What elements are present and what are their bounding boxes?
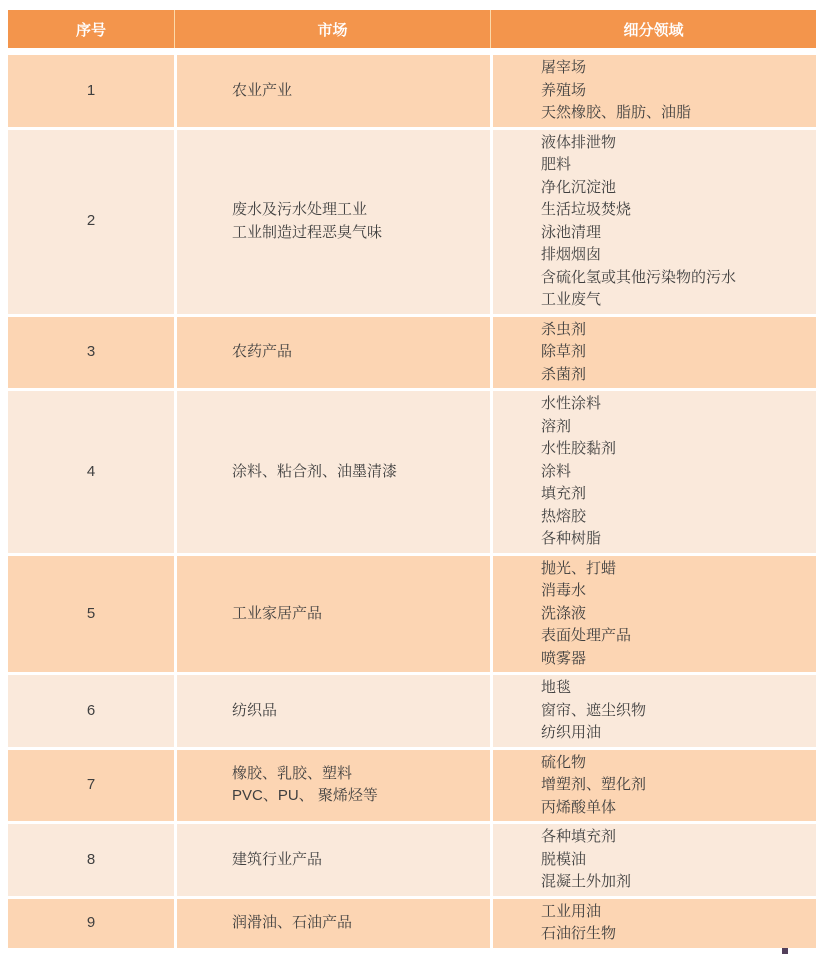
market-line: 涂料、粘合剂、油墨清漆 xyxy=(232,462,398,480)
header-cell-segment: 细分领域 xyxy=(490,10,816,48)
table-row xyxy=(8,55,816,127)
segment-line: 丙烯酸单体 xyxy=(541,798,617,816)
segment-line: 石油衍生物 xyxy=(541,925,617,942)
segment-line: 排烟烟囱 xyxy=(541,246,602,263)
market-line: 农药产品 xyxy=(232,343,293,360)
segment-line: 喷雾器 xyxy=(541,649,587,667)
market-cell xyxy=(177,750,490,822)
row-index-cell: 1 xyxy=(8,55,174,127)
table-row xyxy=(8,750,816,822)
row-index-cell: 6 xyxy=(8,675,174,747)
segment-line: 除草剂 xyxy=(541,343,587,360)
segment-line: 纺织用油 xyxy=(541,724,602,741)
market-cell xyxy=(177,824,490,896)
segment-line: 屠宰场 xyxy=(541,59,587,76)
segments-cell xyxy=(493,55,816,127)
table-header-row xyxy=(8,10,816,48)
segment-line: 杀虫剂 xyxy=(541,320,587,338)
segment-line: 表面处理产品 xyxy=(541,627,632,644)
market-line: PVC、PU、 聚烯烃等 xyxy=(232,787,378,805)
header-cell-market: 市场 xyxy=(174,10,490,48)
table-row xyxy=(8,130,816,314)
market-cell xyxy=(177,55,490,127)
segment-line: 洗涤液 xyxy=(541,604,587,622)
segments-cell xyxy=(493,899,816,948)
table-row xyxy=(8,675,816,747)
market-cell xyxy=(177,675,490,747)
row-index-cell: 7 xyxy=(8,750,174,822)
segments-cell xyxy=(493,317,816,389)
segment-line: 抛光、打蜡 xyxy=(541,559,617,577)
segment-line: 地毯 xyxy=(541,679,572,696)
segment-line: 涂料 xyxy=(541,462,572,480)
segment-line: 生活垃圾焚烧 xyxy=(541,201,632,218)
segment-line: 天然橡胶、脂肪、油脂 xyxy=(541,104,692,121)
segment-line: 泳池清理 xyxy=(541,223,602,241)
segment-line: 热熔胶 xyxy=(541,507,587,525)
segment-line: 杀菌剂 xyxy=(541,365,587,383)
row-index-cell: 5 xyxy=(8,556,174,673)
segment-line: 各种树脂 xyxy=(541,530,602,547)
market-cell xyxy=(177,556,490,673)
market-cell xyxy=(177,317,490,389)
market-line: 工业制造过程恶臭气味 xyxy=(232,223,383,241)
segments-cell xyxy=(493,824,816,896)
row-index-cell: 9 xyxy=(8,899,174,948)
market-cell xyxy=(177,391,490,553)
segment-line: 硫化物 xyxy=(541,753,587,771)
segment-line: 混凝土外加剂 xyxy=(541,873,632,890)
table-body xyxy=(8,55,816,948)
segments-cell xyxy=(493,750,816,822)
header-cell-index: 序号 xyxy=(75,21,106,39)
table-row xyxy=(8,899,816,948)
market-cell xyxy=(177,130,490,314)
row-index-cell: 3 xyxy=(8,317,174,389)
segment-line: 水性涂料 xyxy=(541,395,602,412)
segment-line: 窗帘、遮尘织物 xyxy=(541,701,647,719)
segments-cell xyxy=(493,556,816,673)
segment-line: 养殖场 xyxy=(541,81,587,99)
market-line: 纺织品 xyxy=(232,701,278,719)
segment-line: 工业废气 xyxy=(541,291,602,308)
segment-line: 含硫化氢或其他污染物的污水 xyxy=(541,268,737,286)
segment-line: 脱模油 xyxy=(541,850,587,868)
segment-line: 各种填充剂 xyxy=(541,828,617,845)
row-index-cell: 8 xyxy=(8,824,174,896)
table-resize-handle-icon xyxy=(782,948,788,954)
table-row xyxy=(8,391,816,553)
segments-cell xyxy=(493,675,816,747)
market-line: 农业产业 xyxy=(232,81,293,99)
segments-cell xyxy=(493,391,816,553)
market-line: 建筑行业产品 xyxy=(232,850,323,868)
segment-line: 增塑剂、塑化剂 xyxy=(541,776,647,793)
segment-line: 液体排泄物 xyxy=(541,133,617,151)
row-index-cell: 2 xyxy=(8,130,174,314)
segment-line: 填充剂 xyxy=(541,485,587,502)
market-line: 橡胶、乳胶、塑料 xyxy=(232,764,353,782)
segments-cell xyxy=(493,130,816,314)
market-cell xyxy=(177,899,490,948)
market-line: 工业家居产品 xyxy=(232,604,323,622)
segment-line: 肥料 xyxy=(541,156,572,173)
segment-line: 消毒水 xyxy=(541,582,587,599)
row-index-cell: 4 xyxy=(8,391,174,553)
table-row xyxy=(8,824,816,896)
market-line: 废水及污水处理工业 xyxy=(232,201,368,218)
segment-line: 净化沉淀池 xyxy=(541,178,617,196)
table-row xyxy=(8,556,816,673)
segment-line: 工业用油 xyxy=(541,902,602,920)
segment-line: 溶剂 xyxy=(541,417,572,435)
market-segments-table xyxy=(8,10,816,948)
segment-line: 水性胶黏剂 xyxy=(541,440,617,457)
table-row xyxy=(8,317,816,389)
market-line: 润滑油、石油产品 xyxy=(232,913,353,931)
